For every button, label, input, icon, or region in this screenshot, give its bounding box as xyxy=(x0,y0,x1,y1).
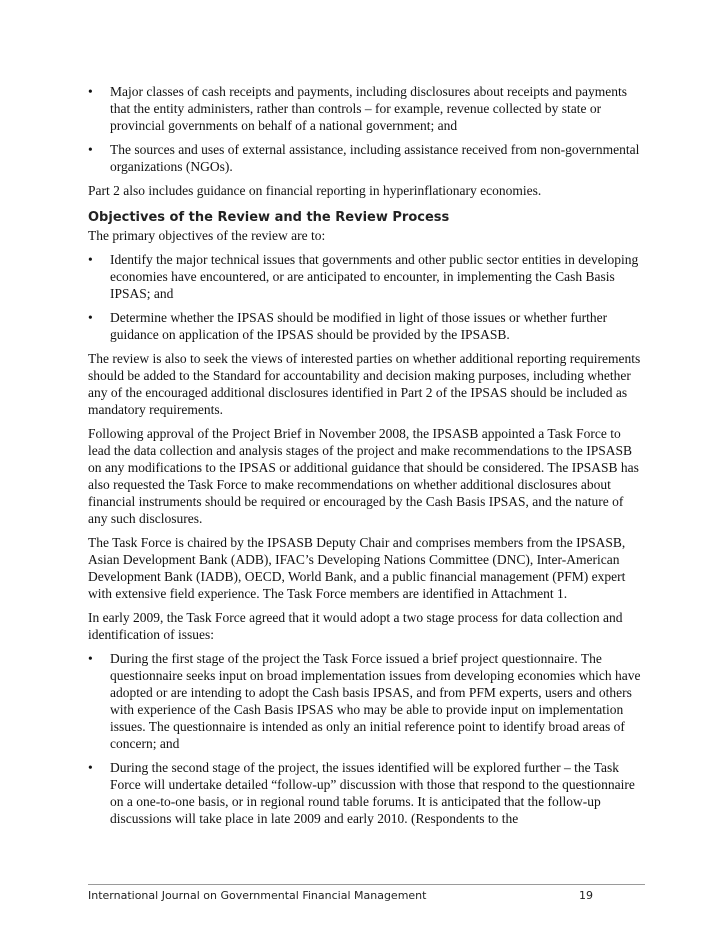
bullet-icon: • xyxy=(88,142,93,157)
paragraph-early-2009: In early 2009, the Task Force agreed that it would adopt a two stage process for data collection and identification of issues: xyxy=(88,610,623,642)
bullet-icon: • xyxy=(88,252,93,267)
list-item-text: The sources and uses of external assistance, including assistance received from non-governmental organizations (NGOs). xyxy=(110,142,640,174)
list-item xyxy=(88,141,645,175)
paragraph-review-views: The review is also to seek the views of interested parties on whether additional reporting requirements should be added to the Standard for accountability and decision making purposes, including whether any of the encouraged additional disclosures identified in Part 2 of the IPSAS should be included as mandatory requirements. xyxy=(88,351,641,417)
list-item xyxy=(88,759,645,827)
list-item xyxy=(88,83,645,134)
paragraph-objectives-intro: The primary objectives of the review are to: xyxy=(88,228,326,243)
list-item-text: During the first stage of the project the Task Force issued a brief project questionnaire. The questionnaire seeks input on broad implementation issues from developing economies which have adopted or are intending to adopt the Cash basis IPSAS, and from PFM experts, users and others with experience of the Cash Basis IPSAS who may be able to provide input on implementation issues. The questionnaire is intended as only an initial reference point to identify broad areas of concern; and xyxy=(110,651,641,751)
bullet-icon: • xyxy=(88,760,93,775)
bullet-list-stages xyxy=(88,650,645,827)
bullet-icon: • xyxy=(88,84,93,99)
paragraph-task-force: The Task Force is chaired by the IPSASB Deputy Chair and comprises members from the IPSASB, Asian Development Bank (ADB), IFAC’s Developing Nations Committee (DNC), Inter-American Development Bank (IADB), OECD, World Bank, and a public financial management (PFM) expert with extensive field experience. The Task Force members are identified in Attachment 1. xyxy=(88,535,626,601)
paragraph-project-brief: Following approval of the Project Brief in November 2008, the IPSASB appointed a Task Force to lead the data collection and analysis stages of the project and make recommendations to the IPSASB on any modifications to the IPSAS or additional guidance that should be considered. The IPSASB has also requested the Task Force to make recommendations on whether additional disclosures about financial instruments should be required or encouraged by the Cash Basis IPSAS, and the nature of any such disclosures. xyxy=(88,426,639,526)
list-item-text: Determine whether the IPSAS should be modified in light of those issues or whether further guidance on application of the IPSAS should be provided by the IPSASB. xyxy=(110,310,608,342)
bullet-list-disclosures xyxy=(88,83,645,175)
page-number: 19 xyxy=(579,889,593,902)
list-item xyxy=(88,309,645,343)
page-footer xyxy=(88,884,645,903)
bullet-icon: • xyxy=(88,310,93,325)
bullet-icon: • xyxy=(88,651,93,666)
paragraph-part2: Part 2 also includes guidance on financial reporting in hyperinflationary economies. xyxy=(88,183,542,198)
list-item xyxy=(88,650,645,752)
list-item xyxy=(88,251,645,302)
bullet-list-objectives xyxy=(88,251,645,343)
footer-journal-title: International Journal on Governmental Financial Management xyxy=(88,889,427,902)
list-item-text: Major classes of cash receipts and payments, including disclosures about receipts and payments that the entity administers, rather than controls – for example, revenue collected by state or provincial governments on behalf of a national government; and xyxy=(110,84,627,133)
list-item-text: Identify the major technical issues that governments and other public sector entities in developing economies have encountered, or are anticipated to encounter, in implementing the Cash Basis IPSAS; and xyxy=(110,252,639,301)
section-heading: Objectives of the Review and the Review Process xyxy=(88,210,450,225)
list-item-text: During the second stage of the project, the issues identified will be explored further – the Task Force will undertake detailed “follow-up” discussion with those that respond to the questionnaire on a one-to-one basis, or in regional round table forums. It is anticipated that the follow-up discussions will take place in late 2009 and early 2010. (Respondents to the xyxy=(110,760,635,826)
